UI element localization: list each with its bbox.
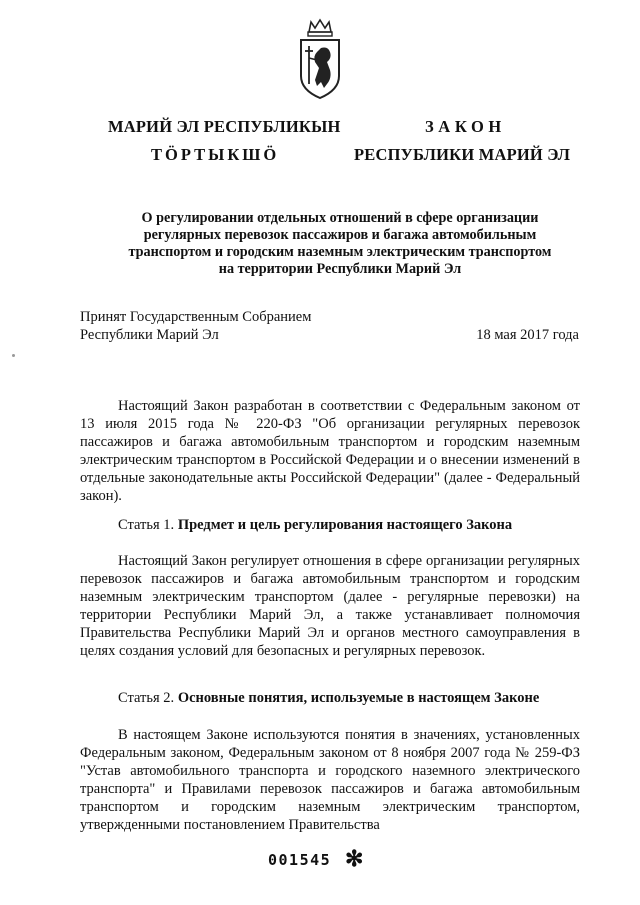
- law-title: [100, 210, 580, 278]
- coat-of-arms-icon: [297, 18, 343, 100]
- scan-dot: [12, 354, 15, 357]
- article1-heading: [118, 516, 512, 534]
- intro-paragraph: Настоящий Закон разработан в соответствии с Федеральным законом от 13 июля 2015 года № 220-ФЗ "Об организации регулярных перевозок пассажиров и багажа автомобильным транспортом и городским наземным электрическим транспортом в Российской Федерации и о внесении изменений в отдельные законодательные акты Российской Федерации" (далее - Федеральный закон).: [80, 398, 580, 504]
- serial-number: 001545: [268, 851, 332, 869]
- law-title-line: на территории Республики Марий Эл: [218, 261, 462, 277]
- header-right-line2: РЕСПУБЛИКИ МАРИЙ ЭЛ: [354, 145, 571, 164]
- law-title-line: транспортом и городским наземным электрическим транспортом: [128, 244, 552, 260]
- adoption-date: 18 мая 2017 года: [476, 327, 579, 343]
- header-right-line1: ЗАКОН: [425, 117, 506, 136]
- article2-heading: [118, 689, 539, 707]
- article1-title: Предмет и цель регулирования настоящего Закона: [177, 517, 513, 533]
- header-left-line1: МАРИЙ ЭЛ РЕСПУБЛИКЫН: [108, 117, 341, 136]
- article2-title: Основные понятия, используемые в настоящем Законе: [177, 690, 540, 706]
- header-left-line2: ТӦРТЫКШӦ: [151, 145, 280, 164]
- article1-paragraph: Настоящий Закон регулирует отношения в сфере организации регулярных перевозок пассажиров и багажа автомобильным транспортом и городским наземным электрическим транспортом (далее - регулярные перевозки) на территории Республики Марий Эл, а также устанавливает полномочия Правительства Республики Марий Эл и органов местного самоуправления в целях создания условий для безопасных и регулярных перевозок.: [80, 553, 580, 659]
- law-title-line: О регулировании отдельных отношений в сфере организации: [141, 210, 539, 226]
- article2-paragraph: В настоящем Законе используются понятия в значениях, установленных Федеральным законом, Федеральным законом от 8 ноября 2007 года № 259-ФЗ "Устав автомобильного транспорта и городского наземного электрического транспорта" и Правилами перевозок пассажиров и багажа автомобильным транспортом и городским наземным электрическим транспортом, утвержденными постановлением Правительства: [80, 727, 580, 833]
- law-title-line: регулярных перевозок пассажиров и багажа автомобильным: [143, 227, 537, 243]
- adoption-line2: Республики Марий Эл: [80, 327, 219, 343]
- asterisk-mark: ✻: [345, 846, 364, 871]
- article1-number: Статья 1.: [118, 517, 175, 533]
- adoption-note: [80, 308, 311, 344]
- adoption-line1: Принят Государственным Собранием: [80, 309, 312, 325]
- article2-number: Статья 2.: [118, 690, 175, 706]
